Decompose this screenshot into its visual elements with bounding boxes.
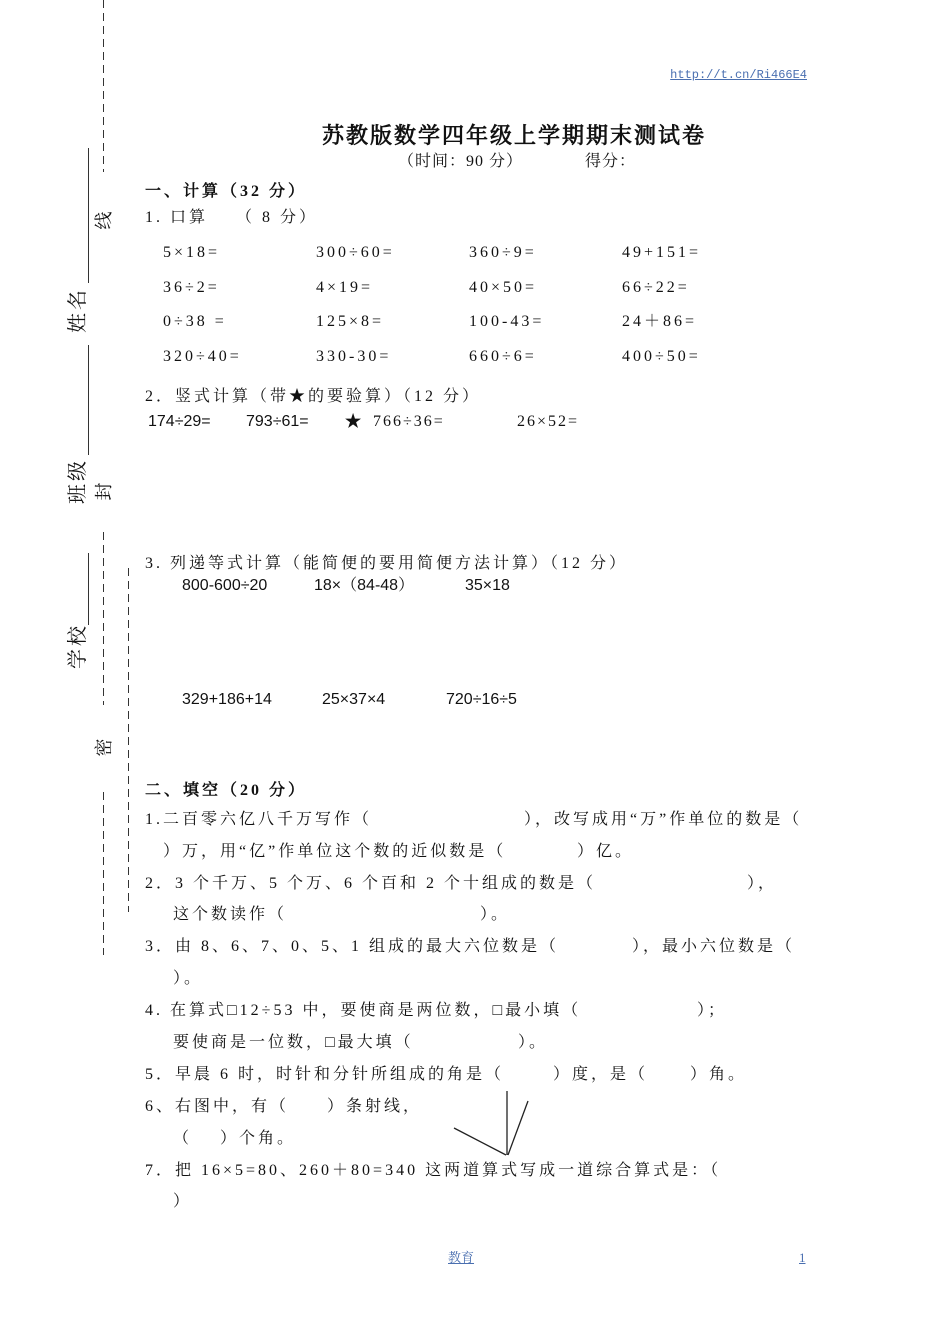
fill-q2-text: ）。 bbox=[480, 906, 511, 923]
ray-left bbox=[454, 1128, 506, 1155]
oral-calc-item: 5×18= bbox=[163, 244, 221, 261]
subtitle-time: （时间：90 分） bbox=[398, 153, 524, 170]
ray-slanted bbox=[508, 1101, 528, 1155]
fill-q2-text: ）， bbox=[747, 875, 778, 892]
stepwise-calc-heading: 3. 列递等式计算（能简便的要用简便方法计算）（12 分） bbox=[145, 555, 629, 572]
fill-q5-text: ）角。 bbox=[690, 1066, 748, 1083]
inner-dashed-line bbox=[128, 568, 129, 912]
oral-calc-item: 660÷6= bbox=[469, 348, 537, 366]
name-blank-line bbox=[88, 148, 89, 283]
oral-calc-item: 66÷22= bbox=[622, 278, 690, 296]
stepwise-calc-item: 35×18 bbox=[465, 577, 510, 594]
oral-calc-item: 0÷38 = bbox=[163, 313, 227, 331]
oral-calc-item: 4×19= bbox=[316, 278, 374, 296]
page-number[interactable]: 1 bbox=[799, 1250, 806, 1265]
oral-calc-item: 24＋86= bbox=[622, 313, 698, 331]
fill-q6-text: 6、右图中，有（ bbox=[145, 1098, 290, 1115]
stepwise-calc-item: 18×（84-48） bbox=[314, 577, 415, 594]
header-link[interactable]: http://t.cn/Ri466E4 bbox=[670, 68, 807, 82]
oral-calc-item: 360÷9= bbox=[469, 244, 537, 261]
oral-calc-heading: 1. 口算 （ 8 分） bbox=[145, 209, 319, 226]
fill-q1-text: ）万，用“亿”作单位这个数的近似数是（ bbox=[163, 843, 507, 860]
class-blank-line bbox=[88, 345, 89, 455]
binding-dashed-line-top bbox=[103, 0, 104, 172]
fill-q4-text: ）； bbox=[697, 1002, 728, 1019]
oral-calc-item: 400÷50= bbox=[622, 348, 701, 366]
oral-calc-item: 300÷60= bbox=[316, 244, 395, 261]
vertical-calc-item: 766÷36= bbox=[373, 413, 445, 430]
fill-q3-text: ）。 bbox=[173, 970, 204, 987]
fill-q5-text: 5．早晨 6 时，时针和分针所组成的角是（ bbox=[145, 1066, 505, 1083]
name-label: 姓名 bbox=[67, 287, 89, 333]
check-star-mark: ★ bbox=[345, 411, 362, 431]
binding-mark-seal: 封 bbox=[94, 479, 114, 501]
oral-calc-grid bbox=[163, 243, 775, 382]
stepwise-calc-item: 800-600÷20 bbox=[182, 577, 268, 594]
oral-calc-item: 49+151= bbox=[622, 244, 702, 261]
oral-calc-item: 100-43= bbox=[469, 313, 545, 331]
fill-q5-text: ）度，是（ bbox=[553, 1066, 649, 1083]
fill-q6-text: （ bbox=[173, 1130, 193, 1147]
rays-figure bbox=[440, 1080, 540, 1165]
fill-q6-text: ）条射线， bbox=[327, 1098, 423, 1115]
oral-calc-item: 320÷40= bbox=[163, 348, 242, 366]
footer-link[interactable]: 教育 bbox=[448, 1250, 475, 1265]
page-title: 苏教版数学四年级上学期期末测试卷 bbox=[321, 123, 706, 148]
fill-q4-text: 要使商是一位数，□最大填（ bbox=[173, 1034, 414, 1051]
vertical-calc-heading: 2．竖式计算（带★的要验算）（12 分） bbox=[145, 388, 482, 405]
fill-q2-text: 2．3 个千万、5 个万、6 个百和 2 个十组成的数是（ bbox=[145, 875, 597, 892]
oral-calc-item: 330-30= bbox=[316, 348, 392, 366]
part1-heading: 一、计算（32 分） bbox=[145, 183, 308, 200]
vertical-calc-item: 174÷29= bbox=[148, 413, 211, 430]
stepwise-calc-item: 329+186+14 bbox=[182, 691, 272, 708]
fill-q4-text: 4. 在算式□12÷53 中，要使商是两位数，□最小填（ bbox=[145, 1002, 582, 1019]
class-label: 班级 bbox=[67, 458, 89, 504]
fill-q3-text: ），最小六位数是（ bbox=[632, 938, 796, 955]
vertical-calc-item: 793÷61= bbox=[246, 413, 309, 430]
binding-mark-line: 线 bbox=[94, 208, 114, 230]
stepwise-calc-item: 25×37×4 bbox=[322, 691, 386, 708]
fill-q7-text: ） bbox=[173, 1193, 193, 1210]
oral-calc-item: 36÷2= bbox=[163, 278, 220, 296]
binding-dashed-line-bottom bbox=[103, 792, 104, 955]
fill-q6-text: ）个角。 bbox=[220, 1130, 297, 1147]
fill-q1-text: ）亿。 bbox=[577, 843, 635, 860]
fill-q4-text: ）。 bbox=[518, 1034, 549, 1051]
fill-q1-text: ），改写成用“万”作单位的数是（ bbox=[524, 811, 803, 828]
fill-q7-text: 7．把 16×5=80、260＋80=340 这两道算式写成一道综合算式是：（ bbox=[145, 1162, 722, 1179]
school-label: 学校 bbox=[67, 623, 89, 669]
school-blank-line bbox=[88, 553, 89, 625]
subtitle-score: 得分： bbox=[585, 153, 637, 170]
fill-q2-text: 这个数读作（ bbox=[173, 906, 288, 923]
oral-calc-item: 40×50= bbox=[469, 278, 538, 296]
stepwise-calc-item: 720÷16÷5 bbox=[446, 691, 517, 708]
fill-q1-text: 1.二百零六亿八千万写作（ bbox=[145, 811, 373, 828]
binding-dashed-line-middle bbox=[103, 532, 104, 705]
oral-calc-item: 125×8= bbox=[316, 313, 385, 331]
part2-heading: 二、填空（20 分） bbox=[145, 782, 308, 799]
binding-mark-secret: 密 bbox=[94, 735, 114, 757]
fill-q3-text: 3．由 8、6、7、0、5、1 组成的最大六位数是（ bbox=[145, 938, 560, 955]
vertical-calc-item: 26×52= bbox=[517, 413, 580, 430]
